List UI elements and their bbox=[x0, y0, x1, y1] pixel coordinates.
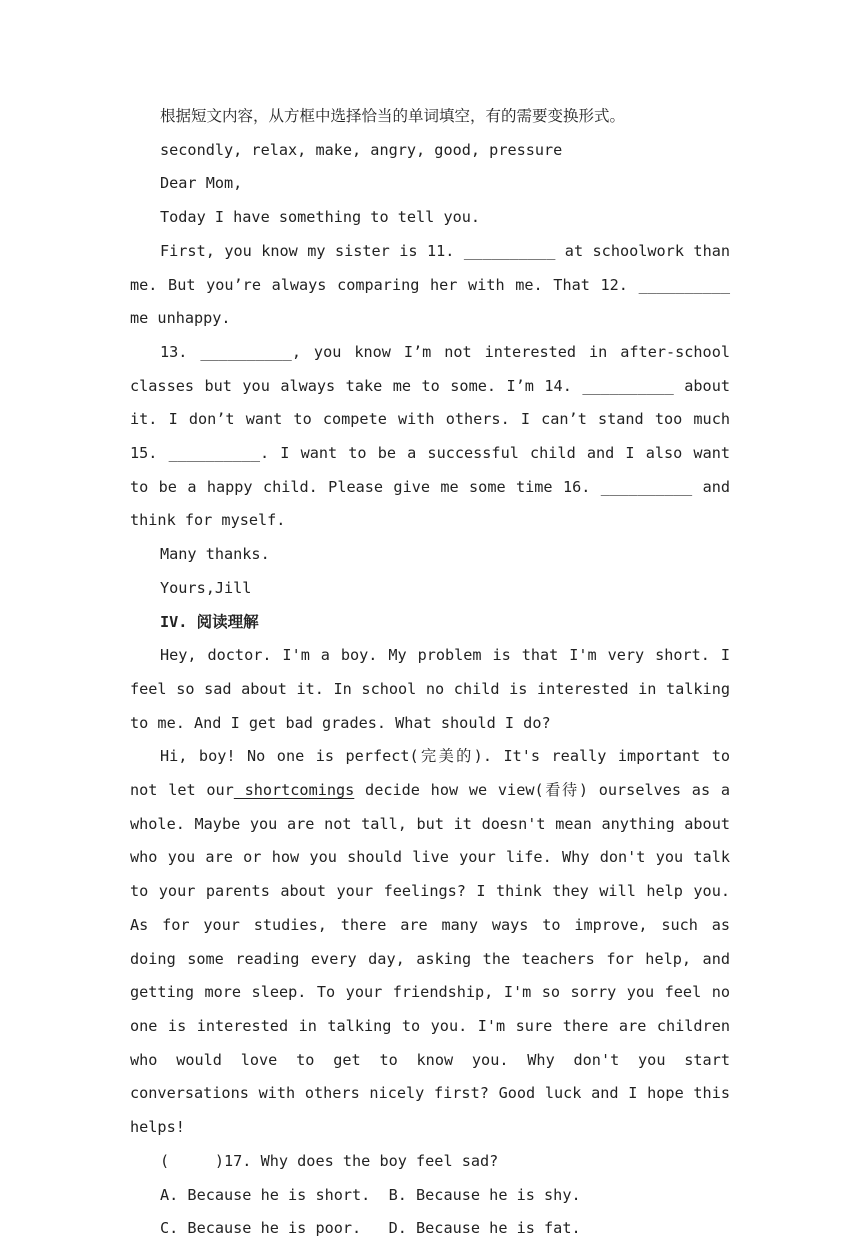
blank-11[interactable]: __________ bbox=[463, 241, 556, 260]
blank-15[interactable]: __________ bbox=[168, 444, 261, 463]
text-segment: me unhappy. bbox=[130, 309, 231, 328]
instruction-text: 根据短文内容，从方框中选择恰当的单词填空，有的需要变换形式。 bbox=[160, 107, 626, 125]
blank-14[interactable]: __________ bbox=[582, 376, 674, 395]
letter-closing: Many thanks. bbox=[160, 545, 270, 564]
blank-16[interactable]: __________ bbox=[600, 477, 693, 496]
letter-paragraph-2 bbox=[130, 235, 730, 336]
word-bank: secondly, relax, make, angry, good, pressure bbox=[160, 140, 563, 159]
section-heading bbox=[130, 606, 730, 640]
blank-13[interactable]: __________ bbox=[200, 342, 292, 361]
question-17-options-cd: C. Because he is poor. D. Because he is fat. bbox=[160, 1219, 581, 1238]
text-segment: . I want to be a successful child and I also want to be a happy child. Please give me some time 16. bbox=[130, 444, 730, 496]
section-title: 阅读理解 bbox=[196, 612, 259, 631]
letter-greeting: Dear Mom, bbox=[160, 174, 243, 193]
question-17-stem: ( )17. Why does the boy feel sad? bbox=[160, 1151, 499, 1170]
question-17-options-ab: A. Because he is short. B. Because he is shy. bbox=[160, 1185, 581, 1204]
letter-signature: Yours,Jill bbox=[160, 578, 252, 597]
text-segment: at schoolwork than me. But you’re always comparing her with me. That 12. bbox=[130, 241, 730, 294]
text-segment: and think for myself. bbox=[130, 477, 730, 530]
blank-12[interactable]: __________ bbox=[638, 275, 730, 294]
section-number: IV. bbox=[160, 612, 188, 631]
text-segment: decide how we view(看待) ourselves as a whole. Maybe you are not tall, but it doesn't mean anything about who you are or how you should live your life. Why don't you talk to your parents about your feelings? I think they will help you. As for your studies, there are many ways to improve, such as doing some reading every day, asking the teachers for help, and getting more sleep. To your friendship, I'm so sorry you feel no one is interested in talking to you. I'm sure there are children who would love to get to know you. Why don't you start conversations with others nicely first? Good luck and I hope this helps! bbox=[130, 781, 730, 1137]
text-segment: about it. I don’t want to compete with others. I can’t stand too much 15. bbox=[130, 376, 730, 463]
document-page bbox=[130, 100, 730, 1246]
text-segment: First, you know my sister is 11. bbox=[160, 241, 464, 260]
underlined-word: shortcomings bbox=[233, 781, 355, 800]
reading-paragraph-1: Hey, doctor. I'm a boy. My problem is that I'm very short. I feel so sad about it. In school no child is interested in talking to me. And I get bad grades. What should I do? bbox=[130, 646, 730, 732]
reading-paragraph-2 bbox=[130, 740, 730, 1144]
text-segment: 13. bbox=[160, 342, 201, 361]
text-segment: Hi, boy! No one is perfect(完美的). It's really important to not let our bbox=[130, 747, 730, 800]
letter-paragraph-1: Today I have something to tell you. bbox=[160, 208, 481, 227]
letter-paragraph-3 bbox=[130, 336, 730, 538]
text-segment: , you know I’m not interested in after-school classes but you always take me to some. I’m 14. bbox=[130, 342, 730, 395]
